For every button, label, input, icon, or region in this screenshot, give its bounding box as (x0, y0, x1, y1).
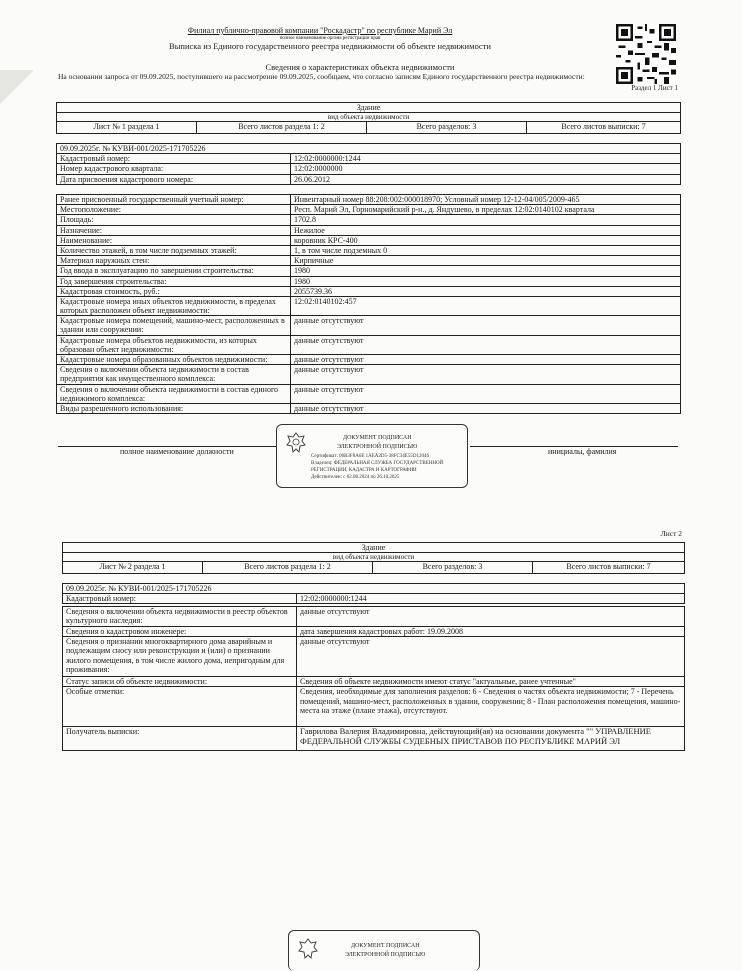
sheet-number: Лист № 1 раздела 1 (57, 122, 197, 134)
org-name-caption: полное наименование органа регистрации прав (279, 36, 381, 41)
identity-table (56, 143, 681, 185)
field-label: Статус записи об объекте недвижимости: (63, 677, 297, 687)
field-label: Сведения о включении объекта недвижимости в состав единого недвижимого комплекса: (57, 384, 291, 403)
field-value: 2055739.36 (291, 286, 681, 296)
field-value: Сведения, необходимые для заполнения разделов: 6 - Сведения о частях объекта недвижимости; 7 - Перечень помещений, машино-мест, расположенных в здании, сооружении; 8 - План расположения помещения, машино-места на этаже (плане этажа), отсутствуют. (297, 687, 685, 727)
field-value: коровник КРС-400 (291, 235, 681, 245)
field-value: Респ. Марий Эл, Горномарийский р-н., д. Яндушево, в пределах 12:02:0140102 квартала (291, 205, 681, 215)
object-type: Здание (57, 103, 681, 113)
object-type: Здание (63, 543, 685, 553)
field-label: Дата присвоения кадастрового номера: (57, 174, 291, 184)
details-table-2 (62, 606, 685, 751)
field-label: Сведения о кадастровом инженере: (63, 627, 297, 637)
field-label: Кадастровые номера помещений, машино-мест, расположенных в здании или сооружении: (57, 316, 291, 335)
field-value: данные отсутствуют (291, 355, 681, 365)
sheets-total: Всего листов раздела 1: 2 (197, 122, 367, 134)
field-label: Кадастровая стоимость, руб.: (57, 286, 291, 296)
section-title: Сведения о характеристиках объекта недвижимости (265, 62, 455, 72)
field-label: Назначение: (57, 225, 291, 235)
field-value: 1702.8 (291, 215, 681, 225)
field-value: данные отсутствуют (291, 335, 681, 354)
field-label: Номер кадастрового квартала: (57, 164, 291, 174)
emblem-icon (297, 937, 319, 963)
field-label: Сведения о включении объекта недвижимости в состав предприятия как имущественного комплекса: (57, 365, 291, 384)
field-label: Сведения о признании многоквартирного дома аварийным и подлежащим сносу или реконструкции и (или) о признании жилого помещения, в том числе жилого дома, непригодным для проживания: (63, 637, 297, 677)
field-value: данные отсутствуют (297, 637, 685, 677)
sheet-reference: Раздел 1 Лист 1 (631, 84, 678, 92)
stamp-subtitle: ЭЛЕКТРОННОЙ ПОДПИСЬЮ (337, 444, 418, 450)
field-label: Кадастровые номера образованных объектов недвижимости: (57, 355, 291, 365)
field-label: Кадастровые номера иных объектов недвижимости, в пределах которых расположен объект недвижимости: (57, 296, 291, 315)
extract-sheets-total: Всего листов выписки: 7 (527, 122, 681, 134)
field-value: Инвентарный номер 88:208:002:000018970; Условный номер 12-12-04/005/2009-465 (291, 195, 681, 205)
field-label: Местоположение: (57, 205, 291, 215)
field-label: Площадь: (57, 215, 291, 225)
field-value: данные отсутствуют (291, 316, 681, 335)
sheet2-reference: Лист 2 (660, 529, 682, 538)
field-label: Особые отметки: (63, 687, 297, 727)
position-caption: полное наименование должности (120, 447, 234, 456)
emblem-icon (285, 431, 307, 457)
field-label: Количество этажей, в том числе подземных этажей: (57, 245, 291, 255)
field-value: 12:02:0000000:1244 (297, 594, 685, 604)
field-value: 12:02:0000000:1244 (291, 154, 681, 164)
electronic-signature-stamp (276, 424, 468, 488)
sections-total: Всего разделов: 3 (373, 562, 533, 574)
intro-text: На основании запроса от 09.09.2025, поступившего на рассмотрение 09.09.2025, сообщаем, что согласно записям Единого государственного реестра недвижимости: (58, 73, 585, 81)
field-label: Ранее присвоенный государственный учетный номер: (57, 195, 291, 205)
field-value: 12:02:0140102:457 (291, 296, 681, 315)
field-value: данные отсутствуют (291, 384, 681, 403)
field-label: Получатель выписки: (63, 727, 297, 751)
field-value: Нежилое (291, 225, 681, 235)
stamp-owner-line2: РЕГИСТРАЦИИ, КАДАСТРА И КАРТОГРАФИИ (311, 468, 417, 473)
field-value: Сведения об объекте недвижимости имеют статус "актуальные, ранее учтенные" (297, 677, 685, 687)
field-label: Виды разрешенного использования: (57, 403, 291, 413)
field-label: Кадастровый номер: (57, 154, 291, 164)
sections-total: Всего разделов: 3 (367, 122, 527, 134)
field-label: Год завершения строительства: (57, 276, 291, 286)
field-value: данные отсутствуют (297, 607, 685, 627)
field-value: 1, в том числе подземных 0 (291, 245, 681, 255)
field-label: Кадастровый номер: (63, 594, 297, 604)
stamp-certificate: Сертификат: 00B3F8A6E 1AEA2D5-38FC34E55D12046 (311, 454, 429, 459)
field-value: 26.06.2012 (291, 174, 681, 184)
org-name: Филиал публично-правовой компании "Роскадастр" по республике Марий Эл (187, 26, 453, 35)
position-line (58, 432, 276, 447)
stamp-title: ДОКУМЕНТ ПОДПИСАН (351, 943, 420, 949)
identity-table-2 (62, 583, 685, 604)
electronic-signature-stamp-2 (288, 930, 480, 971)
object-type-caption: вид объекта недвижимости (57, 113, 681, 122)
object-type-caption: вид объекта недвижимости (63, 553, 685, 562)
field-value: дата завершения кадастровых работ: 19.09.2008 (297, 627, 685, 637)
field-value: 1980 (291, 266, 681, 276)
page-fold-shadow (0, 70, 34, 104)
characteristics-table (56, 194, 681, 414)
document-number: 09.09.2025г. № КУВИ-001/2025-171705226 (57, 144, 681, 154)
field-value: 12:02:0000000 (291, 164, 681, 174)
stamp-validity: Действителен: с 02.08.2024 по 26.10.2025 (311, 475, 400, 480)
name-caption: инициалы, фамилия (548, 447, 617, 456)
object-header-table (56, 102, 681, 134)
stamp-subtitle: ЭЛЕКТРОННОЙ ПОДПИСЬЮ (345, 952, 426, 958)
sheets-total: Всего листов раздела 1: 2 (203, 562, 373, 574)
field-value: Кирпичные (291, 256, 681, 266)
field-label: Год ввода в эксплуатацию по завершении строительства: (57, 266, 291, 276)
stamp-title: ДОКУМЕНТ ПОДПИСАН (343, 435, 412, 441)
sheet-number: Лист № 2 раздела 1 (63, 562, 203, 574)
document-number: 09.09.2025г. № КУВИ-001/2025-171705226 (63, 584, 685, 594)
field-label: Наименование: (57, 235, 291, 245)
field-value: данные отсутствуют (291, 365, 681, 384)
field-value: данные отсутствуют (291, 403, 681, 413)
field-label: Материал наружных стен: (57, 256, 291, 266)
field-value: Гаврилова Валерия Владимировна, действующий(ая) на основании документа "" УПРАВЛЕНИЕ ФЕДЕРАЛЬНОЙ СЛУЖБЫ СУДЕБНЫХ ПРИСТАВОВ ПО РЕСПУБЛИКЕ МАРИЙ ЭЛ (297, 727, 685, 751)
document-title: Выписка из Единого государственного реестра недвижимости об объекте недвижимости (169, 41, 491, 51)
stamp-owner: Владелец: ФЕДЕРАЛЬНАЯ СЛУЖБА ГОСУДАРСТВЕННОЙ (311, 461, 444, 466)
field-label: Сведения о включении объекта недвижимости в реестр объектов культурного наследия: (63, 607, 297, 627)
extract-sheets-total: Всего листов выписки: 7 (533, 562, 685, 574)
object-header-table-2 (62, 542, 685, 574)
field-value: 1980 (291, 276, 681, 286)
field-label: Кадастровые номера объектов недвижимости, из которых образован объект недвижимости: (57, 335, 291, 354)
name-line (470, 432, 678, 447)
